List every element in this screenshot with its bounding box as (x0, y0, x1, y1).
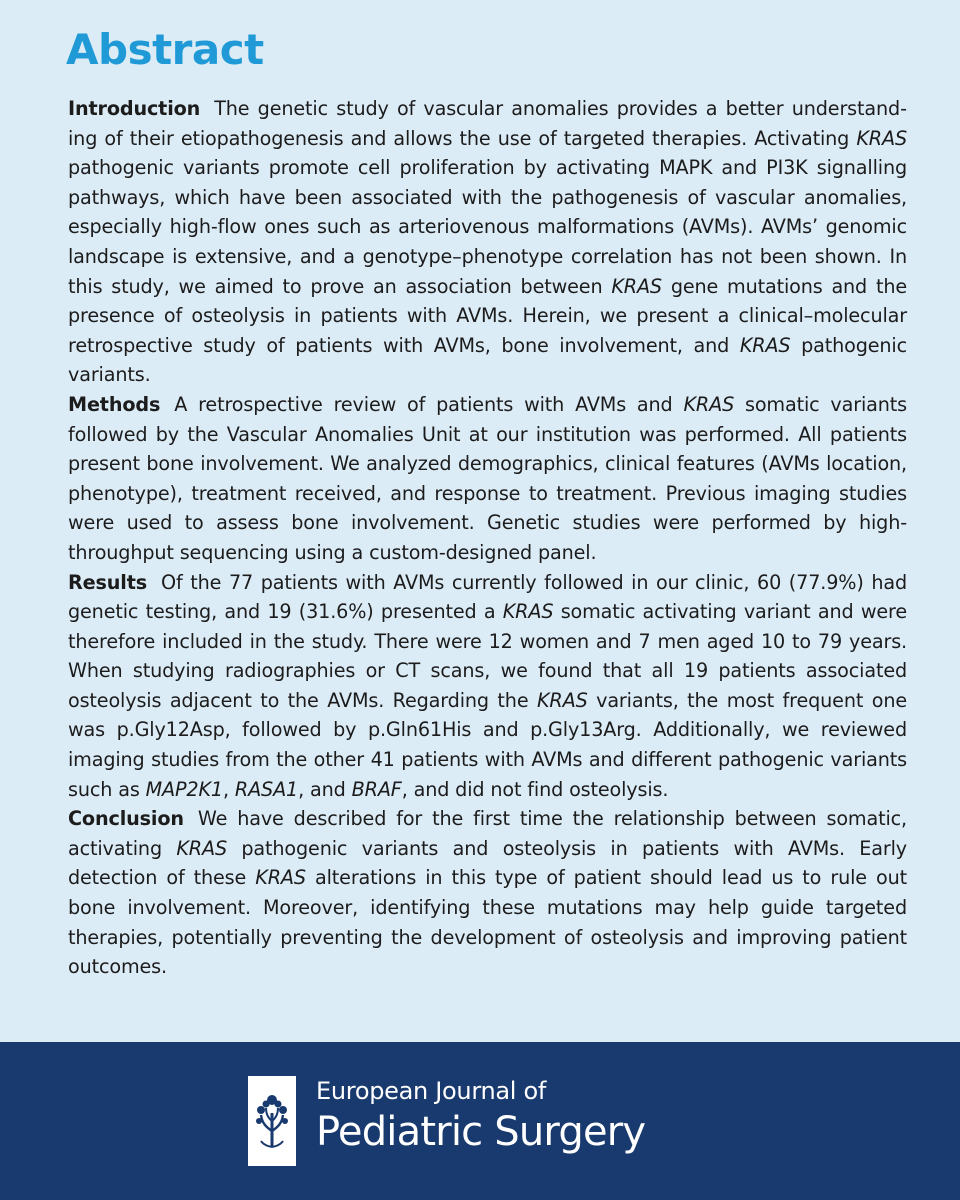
section-heading: Methods (68, 392, 161, 416)
gene-name: RASA1 (234, 777, 299, 801)
journal-title-line1: European Journal of (316, 1077, 547, 1105)
section-text: , and did not find osteolysis. (401, 777, 669, 801)
section-text: alterations in this type of patient should lead us to rule out bone involvement. Moreover, identifying these mutations may help guide targeted therapies, potentially preventing the development of osteolysis and improving patient outcomes. (68, 866, 907, 979)
gene-name: KRAS (176, 836, 227, 860)
section-text: The genetic study of vascular anomalies provides a better understanding of their etiopathogenesis and allows the use of targeted therapies. Activating (68, 97, 907, 150)
gene-name: KRAS (683, 392, 735, 416)
gene-name: KRAS (856, 126, 907, 150)
section-text: pathogenic variants. (68, 333, 907, 387)
journal-title (316, 1076, 645, 1158)
gene-name: KRAS (502, 600, 554, 624)
gene-name: KRAS (255, 866, 306, 890)
gene-name: BRAF (351, 777, 402, 801)
gene-name: KRAS (739, 333, 791, 357)
section-text: , (222, 777, 235, 801)
abstract-section-results (68, 568, 907, 805)
journal-footer (0, 1042, 960, 1200)
section-text: pathogenic variants promote cell proliferation by activating MAPK and PI3K signalling pathways, which have been associated with the pathogenesis of vascular anomalies, especially high-flow ones such as arteriovenous malformations (AVMs). AVMs’ genomic landscape is extensive, and a genotype–phenotype correlation has not been shown. In this study, we aimed to prove an association between (68, 156, 907, 298)
abstract-section-conclusion (68, 804, 907, 982)
section-text: We have described for the first time the relationship between somatic, activating (68, 807, 907, 860)
section-heading: Results (68, 570, 147, 594)
section-text: somatic activating variant and were therefore included in the study. There were 12 women and 7 men aged 10 to 79 years. When studying radiographies or CT scans, we found that all 19 patients associated osteolysis adjacent to the AVMs. Regarding the (68, 600, 907, 712)
abstract-section-methods (68, 390, 907, 568)
abstract-body (68, 94, 907, 982)
abstract-title: Abstract (66, 25, 264, 74)
section-text: somatic variants followed by the Vascular Anomalies Unit at our institution was performed. All patients present bone involvement. We analyzed demographics, clinical features (AVMs location, phenotype), treatment received, and response to treatment. Previous imaging studies were used to assess bone involvement. Genetic studies were performed by high-throughput sequencing using a custom-designed panel. (68, 392, 907, 564)
gene-name: MAP2K1 (145, 777, 223, 801)
section-text: pathogenic variants and osteolysis in patients with AVMs. Early detection of these (68, 836, 908, 890)
abstract-section-introduction (68, 94, 907, 390)
section-text: gene mutations and the presence of osteolysis in patients with AVMs. Herein, we present a clinical–molecular retrospective study of patients with AVMs, bone involvement, and (68, 274, 907, 357)
gene-name: KRAS (536, 688, 588, 712)
gene-name: KRAS (611, 274, 662, 298)
section-text: Of the 77 patients with AVMs currently followed in our clinic, 60 (77.9%) had genetic testing, and 19 (31.6%) presented a (68, 570, 907, 624)
section-text: variants, the most frequent one was p.Gly12Asp, followed by p.Gln61His and p.Gly13Arg. Additionally, we reviewed imaging studies from the other 41 patients with AVMs and different pathogenic variants such as (68, 688, 907, 801)
journal-title-line2: Pediatric Surgery (316, 1109, 646, 1155)
section-text: , and (298, 777, 352, 801)
journal-logo (248, 1076, 296, 1166)
section-heading: Introduction (68, 97, 201, 120)
section-text: A retrospective review of patients with AVMs and (174, 392, 684, 416)
section-heading: Conclusion (68, 807, 184, 831)
tree-of-life-icon (254, 1091, 290, 1151)
